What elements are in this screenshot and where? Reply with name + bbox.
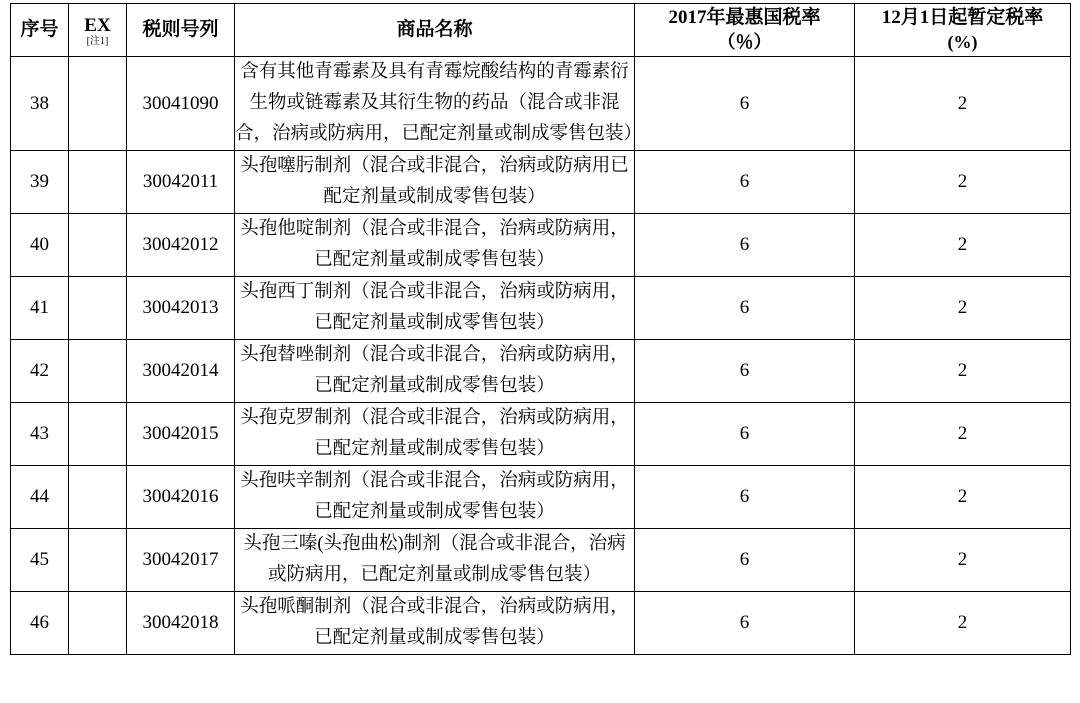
cell-tariff-code: 30042014 (127, 340, 235, 403)
cell-mfn-rate: 6 (635, 403, 855, 466)
cell-ex (69, 277, 127, 340)
cell-mfn-rate: 6 (635, 340, 855, 403)
cell-tariff-code: 30042017 (127, 529, 235, 592)
cell-mfn-rate: 6 (635, 151, 855, 214)
cell-mfn-rate: 6 (635, 529, 855, 592)
tariff-rate-table (10, 3, 1071, 655)
cell-provisional-rate: 2 (855, 277, 1071, 340)
cell-tariff-code: 30042012 (127, 214, 235, 277)
cell-sequence: 45 (11, 529, 69, 592)
cell-ex (69, 466, 127, 529)
cell-product-name: 头孢替唑制剂（混合或非混合，治病或防病用，已配定剂量或制成零售包装） (235, 340, 635, 403)
column-header-provisional-rate-dec-unit: (%) (947, 32, 978, 52)
cell-ex (69, 592, 127, 655)
table-body (11, 57, 1071, 655)
cell-mfn-rate: 6 (635, 214, 855, 277)
cell-product-name: 头孢克罗制剂（混合或非混合，治病或防病用，已配定剂量或制成零售包装） (235, 403, 635, 466)
cell-tariff-code: 30042015 (127, 403, 235, 466)
cell-ex (69, 529, 127, 592)
cell-tariff-code: 30042018 (127, 592, 235, 655)
cell-product-name: 头孢他啶制剂（混合或非混合，治病或防病用，已配定剂量或制成零售包装） (235, 214, 635, 277)
column-header-mfn-rate-2017 (635, 4, 855, 57)
cell-product-name: 含有其他青霉素及具有青霉烷酸结构的青霉素衍生物或链霉素及其衍生物的药品（混合或非混合，治病或防病用，已配定剂量或制成零售包装） (235, 57, 635, 151)
column-header-ex (69, 4, 127, 57)
cell-sequence: 41 (11, 277, 69, 340)
column-header-mfn-rate-2017-unit: （％） (717, 32, 772, 52)
cell-provisional-rate: 2 (855, 340, 1071, 403)
cell-mfn-rate: 6 (635, 466, 855, 529)
cell-provisional-rate: 2 (855, 151, 1071, 214)
cell-ex (69, 214, 127, 277)
cell-product-name: 头孢西丁制剂（混合或非混合，治病或防病用，已配定剂量或制成零售包装） (235, 277, 635, 340)
table-row (11, 592, 1071, 655)
cell-provisional-rate: 2 (855, 214, 1071, 277)
table-row (11, 57, 1071, 151)
cell-mfn-rate: 6 (635, 57, 855, 151)
table-row (11, 529, 1071, 592)
cell-product-name: 头孢三嗪(头孢曲松)制剂（混合或非混合，治病或防病用，已配定剂量或制成零售包装） (235, 529, 635, 592)
cell-provisional-rate: 2 (855, 57, 1071, 151)
cell-provisional-rate: 2 (855, 529, 1071, 592)
column-header-provisional-rate-dec-label: 12月1日起暂定税率 (881, 7, 1044, 28)
table-row (11, 214, 1071, 277)
cell-product-name: 头孢哌酮制剂（混合或非混合，治病或防病用，已配定剂量或制成零售包装） (235, 592, 635, 655)
cell-product-name: 头孢呋辛制剂（混合或非混合，治病或防病用，已配定剂量或制成零售包装） (235, 466, 635, 529)
cell-product-name: 头孢噻肟制剂（混合或非混合，治病或防病用已配定剂量或制成零售包装） (235, 151, 635, 214)
table-row (11, 340, 1071, 403)
cell-tariff-code: 30042013 (127, 277, 235, 340)
table-row (11, 466, 1071, 529)
cell-ex (69, 57, 127, 151)
cell-tariff-code: 30042011 (127, 151, 235, 214)
cell-ex (69, 340, 127, 403)
cell-sequence: 46 (11, 592, 69, 655)
column-header-ex-label: EX (84, 14, 111, 36)
cell-sequence: 40 (11, 214, 69, 277)
column-header-product-name (235, 4, 635, 57)
column-header-sequence (11, 4, 69, 57)
cell-sequence: 38 (11, 57, 69, 151)
cell-mfn-rate: 6 (635, 277, 855, 340)
cell-tariff-code: 30041090 (127, 57, 235, 151)
column-header-ex-note: [注1] (86, 35, 109, 47)
table-row (11, 277, 1071, 340)
cell-ex (69, 403, 127, 466)
table-row (11, 403, 1071, 466)
table-row (11, 151, 1071, 214)
cell-provisional-rate: 2 (855, 403, 1071, 466)
column-header-tariff-code (127, 4, 235, 57)
cell-sequence: 44 (11, 466, 69, 529)
cell-tariff-code: 30042016 (127, 466, 235, 529)
cell-sequence: 42 (11, 340, 69, 403)
cell-sequence: 39 (11, 151, 69, 214)
cell-provisional-rate: 2 (855, 592, 1071, 655)
column-header-mfn-rate-2017-label: 2017年最惠国税率 (668, 7, 821, 28)
column-header-sequence-label: 序号 (20, 19, 59, 40)
column-header-product-name-label: 商品名称 (396, 19, 473, 40)
table-header-row (11, 4, 1071, 57)
table-header (11, 4, 1071, 57)
column-header-tariff-code-label: 税则号列 (142, 19, 219, 40)
cell-ex (69, 151, 127, 214)
cell-sequence: 43 (11, 403, 69, 466)
column-header-provisional-rate-dec (855, 4, 1071, 57)
cell-provisional-rate: 2 (855, 466, 1071, 529)
cell-mfn-rate: 6 (635, 592, 855, 655)
